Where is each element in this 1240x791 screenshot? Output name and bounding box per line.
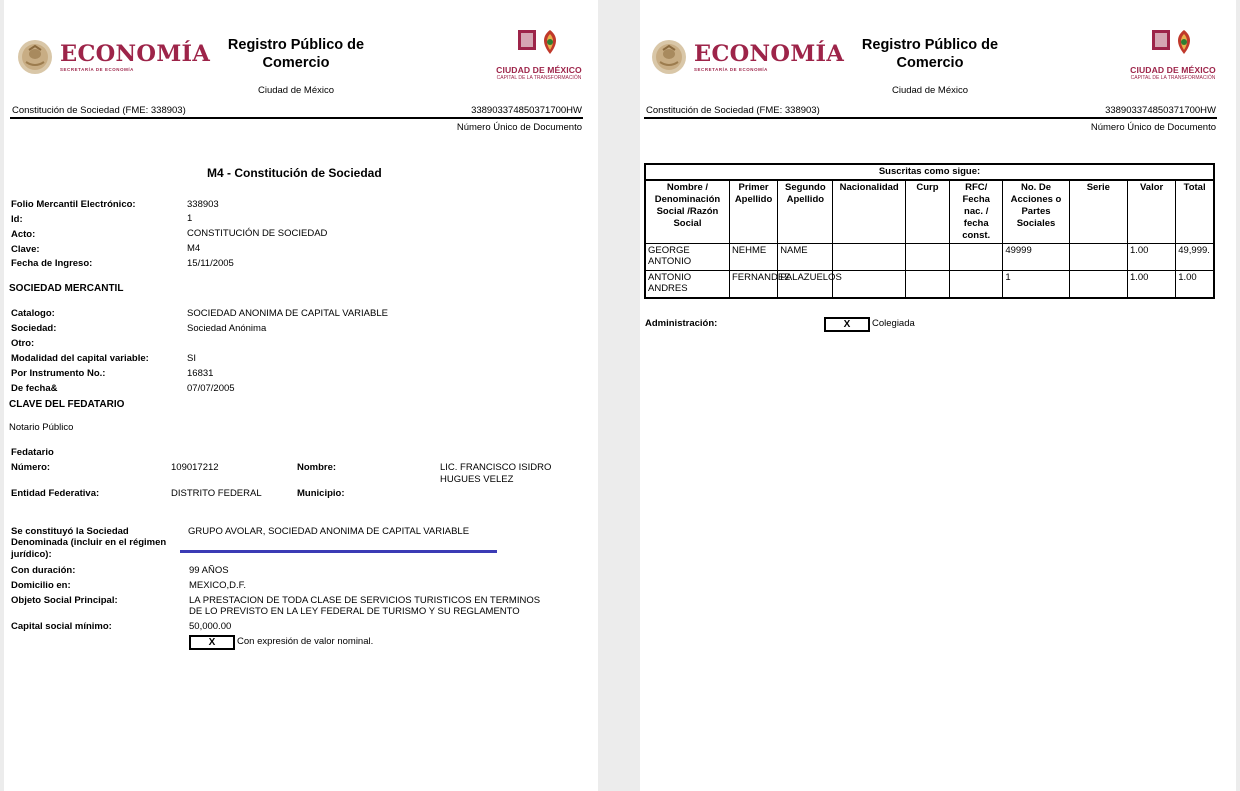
document-page-2 — [640, 0, 1236, 791]
id-value: 1 — [187, 213, 193, 224]
table-cell — [833, 244, 905, 271]
table-cell — [833, 271, 905, 298]
nombre-label: Nombre: — [297, 462, 337, 473]
acto-value: CONSTITUCIÓN DE SOCIEDAD — [187, 228, 328, 239]
table-cell — [1069, 244, 1127, 271]
column-header: Segundo Apellido — [778, 180, 833, 244]
instrumento-label: Por Instrumento No.: — [11, 368, 106, 379]
economia-wordmark: ECONOMÍA — [60, 40, 211, 67]
capital-value: 50,000.00 — [189, 621, 232, 632]
modalidad-value: SI — [187, 353, 196, 364]
sociedad-value: Sociedad Anónima — [187, 323, 267, 334]
document-number-label: Número Único de Documento — [1090, 122, 1216, 133]
clave-value: M4 — [187, 243, 201, 254]
folio-value: 338903 — [187, 199, 219, 210]
table-cell: NAME — [778, 244, 833, 271]
table-cell — [950, 244, 1003, 271]
table-cell — [905, 271, 949, 298]
domicilio-label: Domicilio en: — [11, 580, 71, 591]
economia-wordmark: ECONOMÍA — [694, 40, 845, 67]
fecha-ingreso-value: 15/11/2005 — [187, 258, 234, 269]
nominal-checkbox: X — [189, 635, 235, 650]
economia-logo — [16, 38, 210, 76]
denominada-value: GRUPO AVOLAR, SOCIEDAD ANONIMA DE CAPITAL VARIABLE — [188, 526, 470, 537]
document-number: 338903374850371700HW — [1105, 105, 1216, 116]
table-cell: 49,999. — [1176, 244, 1214, 271]
table-cell — [950, 271, 1003, 298]
document-number-label: Número Único de Documento — [456, 122, 582, 133]
denominada-label-line2: Denominada (incluir en el régimen — [11, 537, 167, 548]
denominada-label-line1: Se constituyó la Sociedad — [11, 526, 129, 537]
economia-subtitle: SECRETARÍA DE ECONOMÍA — [60, 66, 134, 72]
column-header: Total — [1176, 180, 1214, 244]
acto-label: Acto: — [11, 229, 36, 240]
modalidad-label: Modalidad del capital variable: — [11, 353, 149, 364]
administracion-checkbox: X — [824, 317, 870, 332]
cdmx-emblem-icon — [506, 26, 572, 60]
document-page-1 — [4, 0, 598, 791]
column-header: No. De Acciones o Partes Sociales — [1003, 180, 1069, 244]
table-cell — [905, 244, 949, 271]
cdmx-logo — [484, 26, 594, 81]
objeto-value-line2: DE LO PREVISTO EN LA LEY FEDERAL DE TURISMO Y SU REGLAMENTO — [189, 606, 520, 617]
economia-subtitle: SECRETARÍA DE ECONOMÍA — [694, 66, 768, 72]
defecha-label: De fecha& — [11, 383, 58, 394]
catalogo-value: SOCIEDAD ANONIMA DE CAPITAL VARIABLE — [187, 308, 388, 319]
column-header: Primer Apellido — [729, 180, 777, 244]
otro-label: Otro: — [11, 338, 35, 349]
suscritas-table — [644, 163, 1215, 299]
economia-logo — [650, 38, 844, 76]
table-cell: 1.00 — [1127, 271, 1175, 298]
nominal-label: Con expresión de valor nominal. — [237, 636, 374, 647]
catalogo-label: Catalogo: — [11, 308, 55, 319]
table-cell: NEHME — [729, 244, 777, 271]
table-caption: Suscritas como sigue: — [645, 164, 1214, 180]
table-cell: GEORGE ANTONIO — [645, 244, 729, 271]
instrumento-value: 16831 — [187, 368, 214, 379]
document-reference: Constitución de Sociedad (FME: 338903) — [12, 105, 186, 116]
fedatario-heading: Fedatario — [11, 447, 54, 458]
report-title: Registro Público de Comercio — [227, 37, 365, 71]
objeto-label: Objeto Social Principal: — [11, 595, 118, 606]
table-cell: 49999 — [1003, 244, 1069, 271]
column-header: Serie — [1069, 180, 1127, 244]
cdmx-subtitle: CAPITAL DE LA TRANSFORMACIÓN — [496, 75, 582, 81]
cdmx-name: CIUDAD DE MÉXICO — [496, 65, 582, 75]
table-cell: ANTONIO ANDRES — [645, 271, 729, 298]
table-row — [645, 244, 1214, 271]
column-header: RFC/ Fecha nac. / fecha const. — [950, 180, 1003, 244]
national-seal-icon — [650, 38, 688, 76]
administracion-value: Colegiada — [872, 318, 915, 329]
clave-fedatario-heading: CLAVE DEL FEDATARIO — [9, 399, 125, 410]
column-header: Nacionalidad — [833, 180, 905, 244]
column-header: Nombre / Denominación Social /Razón Social — [645, 180, 729, 244]
fecha-ingreso-label: Fecha de Ingreso: — [11, 258, 93, 269]
capital-label: Capital social mínimo: — [11, 621, 112, 632]
denominada-underline — [180, 550, 497, 553]
municipio-label: Municipio: — [297, 488, 345, 499]
table-cell: 1.00 — [1176, 271, 1214, 298]
table-cell: FERNANDEZ — [729, 271, 777, 298]
sociedad-label: Sociedad: — [11, 323, 57, 334]
sociedad-heading: SOCIEDAD MERCANTIL — [9, 283, 124, 294]
notario-text: Notario Público — [9, 422, 74, 433]
domicilio-value: MEXICO,D.F. — [189, 580, 247, 591]
report-city: Ciudad de México — [891, 85, 969, 96]
objeto-value-line1: LA PRESTACION DE TODA CLASE DE SERVICIOS TURISTICOS EN TERMINOS — [189, 595, 541, 606]
column-header: Curp — [905, 180, 949, 244]
entidad-label: Entidad Federativa: — [11, 488, 100, 499]
clave-label: Clave: — [11, 244, 40, 255]
administracion-label: Administración: — [645, 318, 718, 329]
cdmx-emblem-icon — [1140, 26, 1206, 60]
id-label: Id: — [11, 214, 23, 225]
defecha-value: 07/07/2005 — [187, 383, 235, 394]
numero-label: Número: — [11, 462, 51, 473]
table-row — [645, 271, 1214, 298]
table-cell: 1 — [1003, 271, 1069, 298]
report-city: Ciudad de México — [257, 85, 335, 96]
nombre-value-line1: LIC. FRANCISCO ISIDRO — [440, 462, 552, 473]
document-reference: Constitución de Sociedad (FME: 338903) — [646, 105, 820, 116]
nombre-value-line2: HUGUES VELEZ — [440, 474, 514, 485]
header-rule — [644, 117, 1217, 119]
folio-label: Folio Mercantil Electrónico: — [11, 199, 136, 210]
section-title: M4 - Constitución de Sociedad — [207, 166, 382, 180]
table-cell: 1.00 — [1127, 244, 1175, 271]
cdmx-subtitle: CAPITAL DE LA TRANSFORMACIÓN — [1130, 75, 1216, 81]
numero-value: 109017212 — [171, 462, 219, 473]
cdmx-logo — [1118, 26, 1228, 81]
table-cell — [1069, 271, 1127, 298]
report-title: Registro Público de Comercio — [861, 37, 999, 71]
document-number: 338903374850371700HW — [471, 105, 582, 116]
entidad-value: DISTRITO FEDERAL — [171, 488, 262, 499]
table-cell: PALAZUELOS — [778, 271, 833, 298]
denominada-label-line3: jurídico): — [11, 549, 52, 560]
duracion-value: 99 AÑOS — [189, 565, 229, 576]
national-seal-icon — [16, 38, 54, 76]
header-rule — [10, 117, 583, 119]
duracion-label: Con duración: — [11, 565, 76, 576]
column-header: Valor — [1127, 180, 1175, 244]
cdmx-name: CIUDAD DE MÉXICO — [1130, 65, 1216, 75]
